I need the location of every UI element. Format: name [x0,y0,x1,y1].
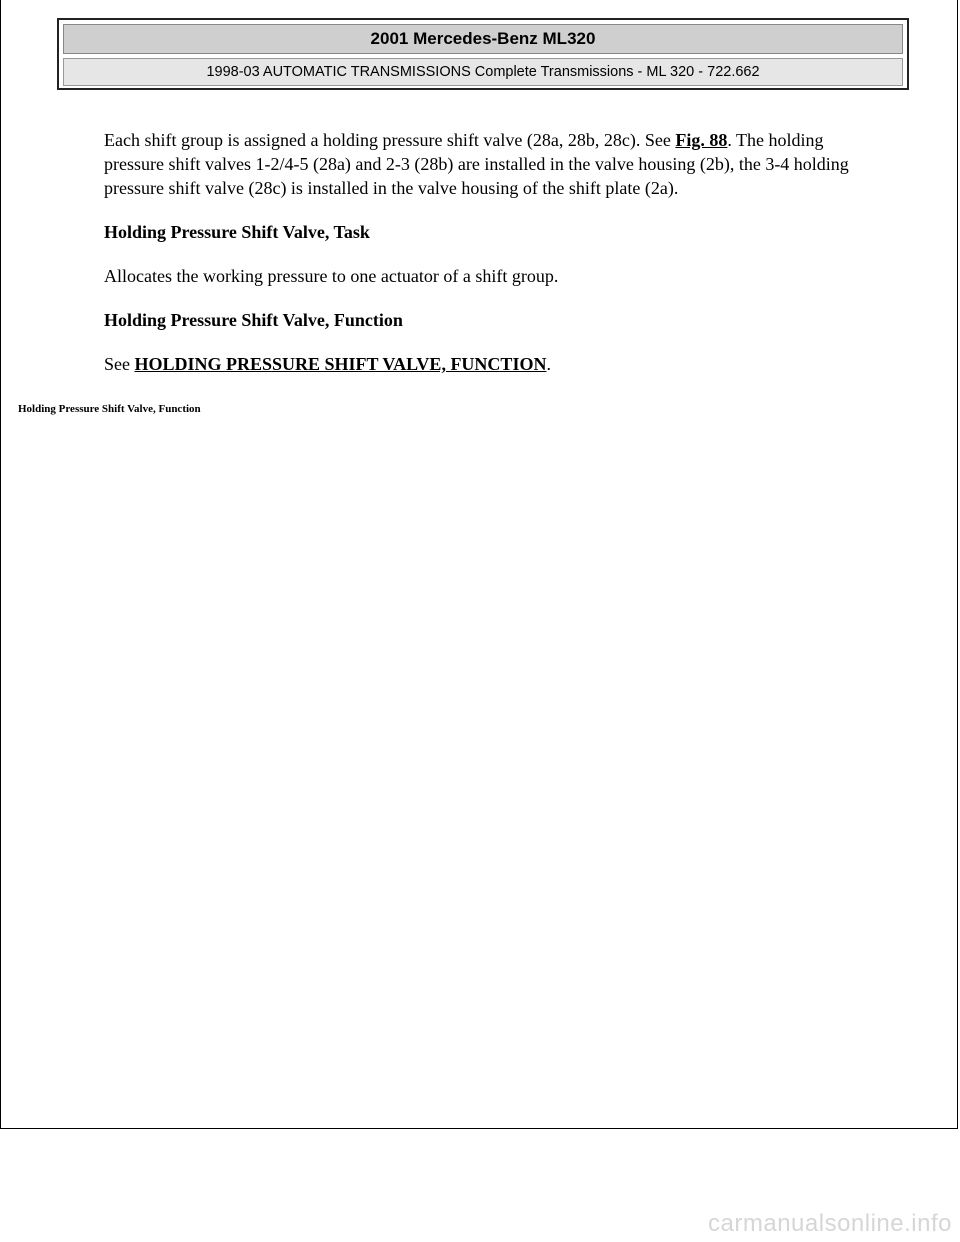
function-link[interactable]: HOLDING PRESSURE SHIFT VALVE, FUNCTION [134,354,547,374]
function-period: . [546,354,551,374]
function-heading: Holding Pressure Shift Valve, Function [104,310,403,330]
task-paragraph: Allocates the working pressure to one actuator of a shift group. [104,266,559,286]
intro-text-end: . The holding pressure shift valves 1-2/4-5 (28a) and 2-3 (28b) are installed in the valve housing (2b), the 3-4 holding pressure shift valve (28c) is installed in the valve housing of the shift plate (2a). [104,130,849,198]
header-subtitle: 1998-03 AUTOMATIC TRANSMISSIONS Complete Transmissions - ML 320 - 722.662 [206,64,760,80]
task-heading: Holding Pressure Shift Valve, Task [104,222,370,242]
document-body [104,128,884,396]
intro-paragraph [104,128,884,200]
figure-caption: Holding Pressure Shift Valve, Function [18,403,201,415]
header-title-bar [63,24,903,54]
function-paragraph [104,352,884,376]
page-right-border [957,0,958,1128]
intro-text-start: Each shift group is assigned a holding pressure shift valve (28a, 28b, 28c). See [104,130,676,150]
fig-88-link[interactable]: Fig. 88 [675,130,728,150]
page-bottom-border [0,1128,958,1129]
site-watermark: carmanualsonline.info [708,1210,952,1237]
header-title: 2001 Mercedes-Benz ML320 [370,29,596,48]
page-left-border [0,0,1,1128]
header-subtitle-bar [63,58,903,86]
document-header [57,18,909,90]
function-see-text: See [104,354,135,374]
